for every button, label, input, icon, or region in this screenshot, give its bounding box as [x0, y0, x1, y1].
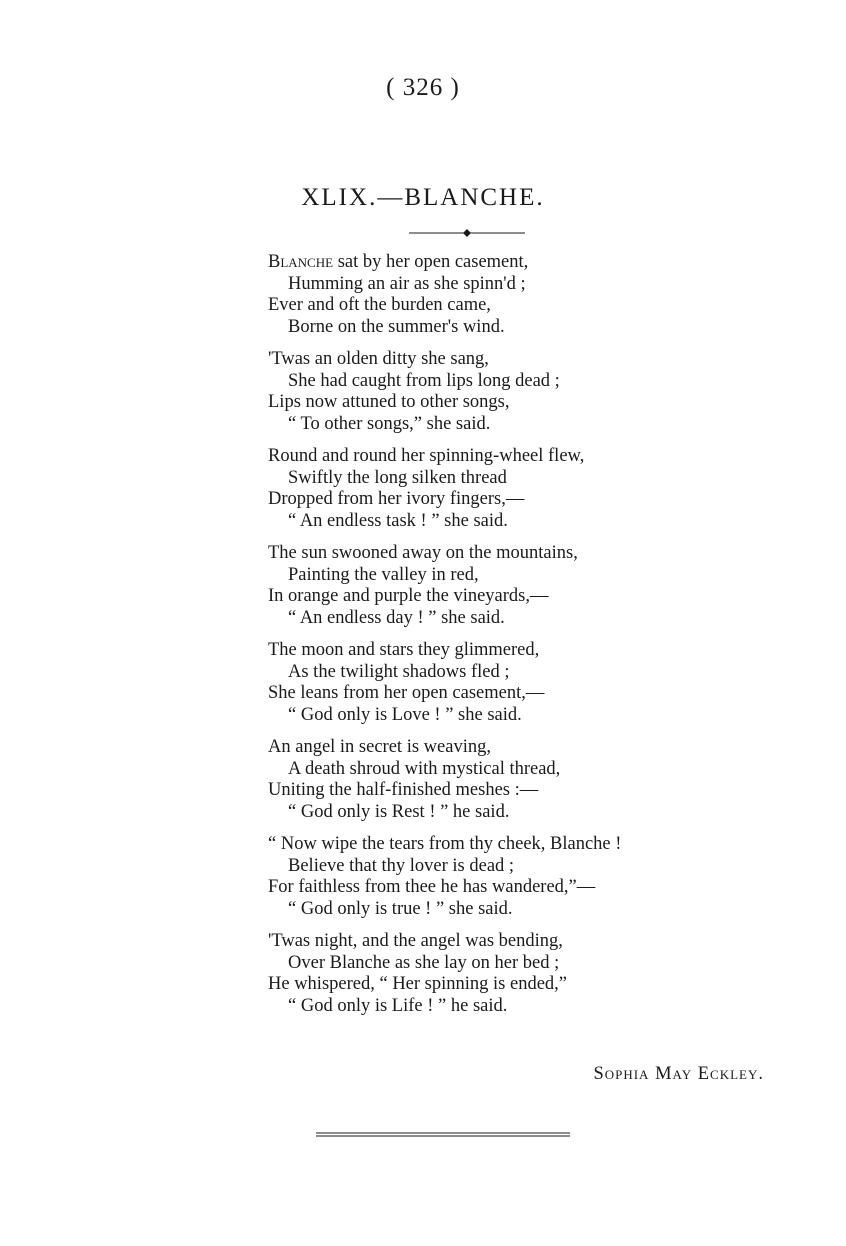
poem-line: The moon and stars they glimmered, — [268, 640, 540, 660]
opening-word: Blanche — [268, 252, 334, 272]
stanza — [268, 737, 788, 823]
poem-line: 'Twas night, and the angel was bending, — [268, 931, 563, 951]
poem-line: Ever and oft the burden came, — [268, 295, 491, 315]
poem-line: Dropped from her ivory fingers,— — [268, 489, 525, 509]
poem-line: As the twilight shadows fled ; — [288, 661, 510, 682]
stanza — [268, 543, 788, 629]
poem-line: Swiftly the long silken thread — [288, 467, 507, 488]
stanza — [268, 640, 788, 726]
poem-line: 'Twas an olden ditty she sang, — [268, 349, 489, 369]
poem-line: In orange and purple the vineyards,— — [268, 586, 549, 606]
poem-line: “ To other songs,” she said. — [288, 413, 491, 434]
poem-line: An angel in secret is weaving, — [268, 737, 491, 757]
poem-line: Believe that thy lover is dead ; — [288, 855, 515, 876]
poem-line: “ God only is Love ! ” she said. — [288, 704, 522, 725]
stanza — [268, 834, 788, 920]
stanza — [268, 446, 788, 532]
poem-line: She had caught from lips long dead ; — [288, 370, 560, 391]
poem-line: The sun swooned away on the mountains, — [268, 543, 578, 563]
poem-line-first — [268, 252, 788, 274]
page-number: ( 326 ) — [386, 74, 460, 101]
poem-line: Over Blanche as she lay on her bed ; — [288, 952, 560, 973]
end-rule — [316, 1131, 570, 1139]
poem-line: Uniting the half-finished meshes :— — [268, 780, 539, 800]
author-signature: Sophia May Eckley. — [593, 1064, 764, 1084]
poem-title: XLIX.—BLANCHE. — [301, 184, 545, 211]
poem-body — [268, 252, 788, 1028]
poem-line: Lips now attuned to other songs, — [268, 392, 510, 412]
poem-line: Painting the valley in red, — [288, 564, 479, 585]
stanza — [268, 931, 788, 1017]
first-line-rest: sat by her open casement, — [333, 252, 529, 272]
stanza — [268, 252, 788, 338]
poem-line: “ An endless day ! ” she said. — [288, 607, 505, 628]
poem-line: Humming an air as she spinn'd ; — [288, 273, 526, 294]
poem-line: “ Now wipe the tears from thy cheek, Blanche ! — [268, 834, 622, 854]
poem-line: A death shroud with mystical thread, — [288, 758, 561, 779]
poem-line: “ An endless task ! ” she said. — [288, 510, 508, 531]
poem-line: He whispered, “ Her spinning is ended,” — [268, 974, 567, 994]
poem-line: She leans from her open casement,— — [268, 683, 545, 703]
poem-line: Borne on the summer's wind. — [288, 316, 505, 337]
title-ornament — [409, 226, 525, 240]
poem-line: “ God only is true ! ” she said. — [288, 898, 513, 919]
poem-line: Round and round her spinning-wheel flew, — [268, 446, 585, 466]
poem-line: “ God only is Life ! ” he said. — [288, 995, 508, 1016]
poem-line: For faithless from thee he has wandered,”— — [268, 877, 596, 897]
poem-line: “ God only is Rest ! ” he said. — [288, 801, 510, 822]
stanza — [268, 349, 788, 435]
